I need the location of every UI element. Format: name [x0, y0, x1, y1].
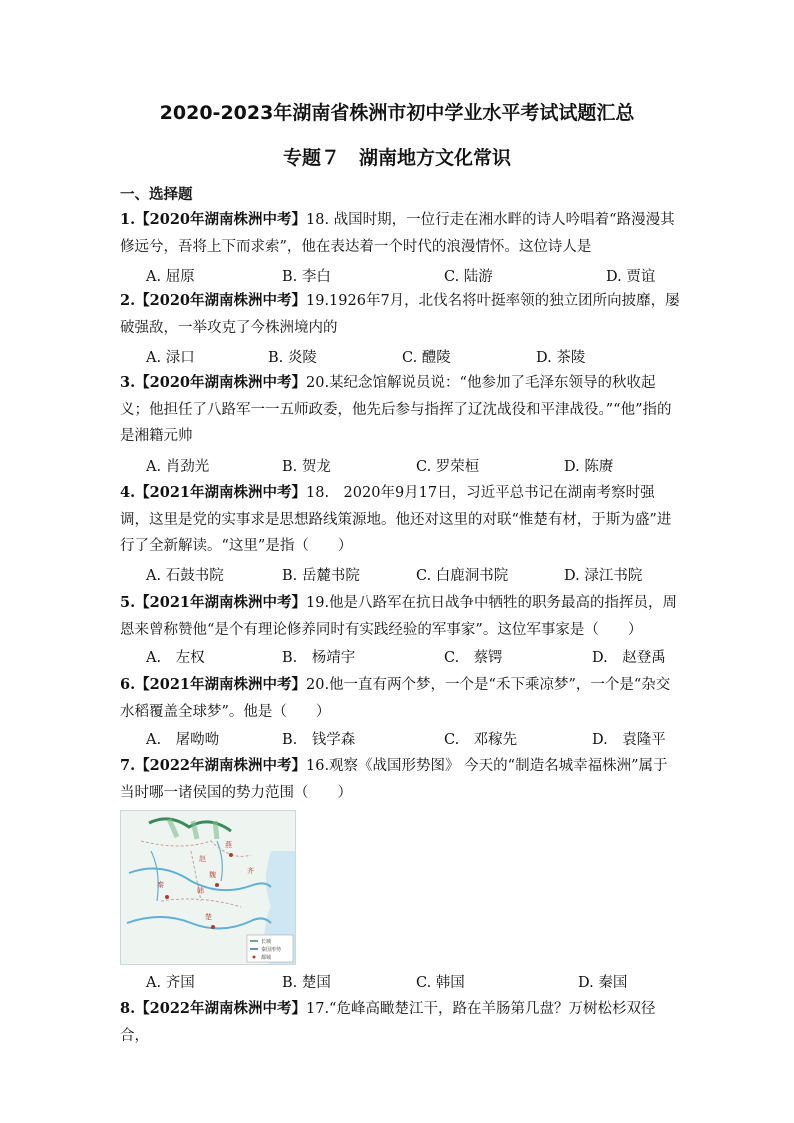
option-c: C. 陆游 [444, 269, 493, 285]
question-text: 18. 战国时期，一位行走在湘水畔的诗人吟唱着“路漫漫其修远兮，吾将上下而求索”，他在表达着一个时代的浪漫情怀。这位诗人是 [120, 212, 675, 255]
option-a: A. 左权 [146, 650, 205, 666]
question-text: 17.“危峰高瞰楚江干，路在羊肠第几盘？万树松杉双径合， [120, 1001, 656, 1044]
question-6 [120, 672, 680, 725]
question-number: 6. [120, 676, 136, 693]
option-a: A. 屈原 [146, 269, 195, 285]
legend-item: 秦国形势 [261, 947, 282, 953]
option-d: D. 袁隆平 [592, 732, 666, 748]
question-number: 1. [120, 211, 136, 228]
option-d: D. 茶陵 [536, 350, 586, 366]
question-source: 【2020年湖南株洲中考】 [135, 374, 306, 391]
label-chu: 楚 [205, 913, 212, 921]
question-text: 19.他是八路军在抗日战争中牺牲的职务最高的指挥员，周恩来曾称赞他“是个有理论修养同时有实践经验的军事家”。这位军事家是（ ） [120, 595, 678, 638]
question-source: 【2020年湖南株洲中考】 [135, 211, 306, 228]
warring-states-map [120, 810, 296, 965]
question-6-options [146, 728, 676, 750]
option-b: B. 炎陵 [268, 350, 317, 366]
option-a: A. 屠呦呦 [146, 732, 220, 748]
option-c: C. 韩国 [416, 975, 465, 991]
question-source: 【2020年湖南株洲中考】 [135, 292, 306, 309]
question-7-options [146, 971, 676, 993]
legend-item: 长城 [261, 939, 272, 945]
label-qi: 齐 [247, 867, 254, 875]
option-d: D. 贾谊 [606, 269, 656, 285]
question-text: 18. 2020年9月17日，习近平总书记在湖南考察时强调，这里是党的实事求是思想路线策源地。他还对这里的对联“惟楚有材，于斯为盛”进行了全新解读。“这里”是指（ ） [120, 485, 672, 554]
question-text: 19.1926年7月，北伐名将叶挺率领的独立团所向披靡，屡破强敌，一举攻克了今株洲境内的 [120, 293, 680, 336]
question-1-options [146, 265, 676, 287]
question-3-options [146, 455, 676, 477]
option-d: D. 秦国 [578, 975, 628, 991]
option-a: A. 石鼓书院 [146, 568, 224, 584]
option-c: C. 蔡锷 [444, 650, 503, 666]
legend-item: 都城 [261, 955, 272, 961]
option-d: D. 陈赓 [564, 459, 614, 475]
question-5-options [146, 646, 676, 668]
question-number: 4. [120, 484, 136, 501]
option-d: D. 赵登禹 [592, 650, 666, 666]
label-yan: 燕 [225, 841, 232, 849]
question-source: 【2021年湖南株洲中考】 [135, 676, 306, 693]
question-number: 5. [120, 594, 136, 611]
label-zhao: 赵 [199, 855, 206, 863]
legend-swatch [253, 956, 256, 959]
option-b: B. 钱学森 [282, 732, 356, 748]
question-text: 16.观察《战国形势图》 今天的“制造名城幸福株洲”属于当时哪一诸侯国的势力范围（ ） [120, 758, 668, 801]
city-marker [215, 883, 219, 887]
label-qin: 秦 [157, 881, 164, 889]
label-han: 韩 [197, 887, 204, 895]
option-c: C. 罗荣桓 [416, 459, 480, 475]
question-7 [120, 753, 680, 806]
city-marker [211, 925, 215, 929]
option-b: B. 岳麓书院 [282, 568, 360, 584]
label-wei: 魏 [209, 871, 216, 879]
page-title: 2020-2023年湖南省株洲市初中学业水平考试试题汇总 [159, 102, 635, 124]
question-number: 7. [120, 757, 136, 774]
option-a: A. 渌口 [146, 350, 195, 366]
question-5 [120, 590, 680, 643]
option-b: B. 李白 [282, 269, 331, 285]
question-8 [120, 996, 680, 1049]
option-b: B. 楚国 [282, 975, 331, 991]
option-b: B. 杨靖宇 [282, 650, 356, 666]
city-marker [229, 853, 233, 857]
question-1 [120, 207, 680, 260]
question-source: 【2021年湖南株洲中考】 [135, 484, 306, 501]
option-a: A. 齐国 [146, 975, 195, 991]
question-number: 2. [120, 292, 136, 309]
question-2 [120, 288, 680, 341]
question-4-options [146, 564, 676, 586]
question-source: 【2022年湖南株洲中考】 [135, 757, 306, 774]
page-subtitle: 专题７ 湖南地方文化常识 [282, 147, 511, 169]
map-graphic [121, 811, 295, 964]
option-b: B. 贺龙 [282, 459, 331, 475]
city-marker [165, 895, 169, 899]
question-2-options [146, 346, 676, 368]
option-c: C. 白鹿洞书院 [416, 568, 509, 584]
question-text: 20.某纪念馆解说员说：“他参加了毛泽东领导的秋收起义；他担任了八路军一一五师政委，他先后参与指挥了辽沈战役和平津战役。”“他”指的是湘籍元帅 [120, 375, 672, 444]
question-text: 20.他一直有两个梦，一个是“禾下乘凉梦”，一个是“杂交水稻覆盖全球梦”。他是（ ） [120, 677, 671, 720]
question-4 [120, 480, 680, 560]
option-c: C. 醴陵 [402, 350, 451, 366]
question-3 [120, 370, 680, 450]
question-source: 【2022年湖南株洲中考】 [135, 1000, 306, 1017]
section-heading: 一、选择题 [120, 187, 193, 203]
option-c: C. 邓稼先 [444, 732, 518, 748]
question-number: 3. [120, 374, 136, 391]
option-d: D. 渌江书院 [564, 568, 643, 584]
question-source: 【2021年湖南株洲中考】 [135, 594, 306, 611]
option-a: A. 肖劲光 [146, 459, 210, 475]
question-number: 8. [120, 1000, 136, 1017]
